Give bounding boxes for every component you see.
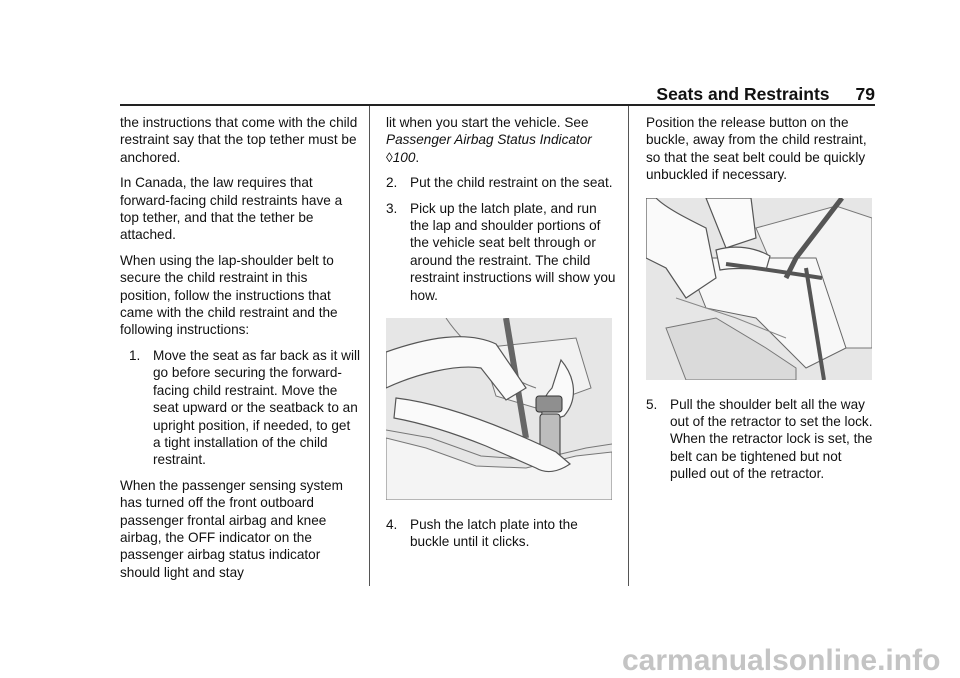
continuation-text: lit when you start the vehicle. See	[386, 115, 589, 130]
step-4-continuation: Position the release button on the buckle, away from the child restraint, so that the seat belt could be quickly unbuckled if necessary.	[646, 115, 867, 183]
step-4	[386, 516, 618, 551]
step-1-note: When the passenger sensing system has turned off the front outboard passenger frontal airbag and knee airbag, the OFF indicator on the passenger airbag status indicator should light and stay	[120, 477, 343, 580]
paragraph-top-tether: the instructions that come with the child restraint say that the top tether must be anchored.	[120, 115, 358, 165]
seat-belt-buckle-illustration	[646, 198, 872, 380]
step-3	[386, 200, 618, 304]
page-number: 79	[855, 83, 875, 104]
step-1-number: 1.	[129, 347, 141, 363]
column-3	[646, 114, 878, 491]
latch-plate-illustration	[386, 318, 612, 500]
watermark-logo	[620, 640, 960, 678]
step-5-text: Pull the shoulder belt all the way out of the retractor to set the lock. When the retractor lock is set, the belt can be tightened but not pulled out of the retractor.	[670, 396, 873, 482]
step-4-number: 4.	[386, 517, 398, 533]
column-1	[120, 114, 360, 589]
step-5	[646, 396, 878, 483]
step-2-text: Put the child restraint on the seat.	[410, 175, 613, 191]
page-reference-icon: ◊	[386, 149, 393, 165]
step-1-continuation	[386, 114, 618, 166]
paragraph-canada-law: In Canada, the law requires that forward-facing child restraints have a top tether, and that the tether be attached.	[120, 175, 343, 243]
step-3-number: 3.	[386, 200, 398, 216]
reference-page[interactable]: 100	[392, 149, 416, 165]
header-rule	[120, 104, 875, 106]
column-divider-1	[369, 106, 370, 586]
section-title: Seats and Restraints	[656, 83, 830, 104]
step-4-text: Push the latch plate into the buckle until it clicks.	[410, 517, 578, 550]
step-1-text: Move the seat as far back as it will go before securing the forward-facing child restraint. Move the seat upward or the seatback to an upright position, if needed, to get a tight installation of the child restraint.	[153, 347, 361, 468]
step-2-number: 2.	[386, 175, 398, 191]
column-divider-2	[628, 106, 629, 586]
step-3-text: Pick up the latch plate, and run the lap and shoulder portions of the vehicle seat belt through or around the restraint. The child restraint instructions will show you how.	[410, 200, 616, 303]
reference-period: .	[415, 149, 420, 165]
svg-text:carmanualsonline.info: carmanualsonline.info	[622, 644, 941, 677]
airbag-indicator-reference[interactable]: Passenger Airbag Status Indicator	[386, 132, 592, 148]
step-1	[129, 347, 360, 469]
column-2	[386, 114, 618, 559]
step-5-number: 5.	[646, 396, 658, 412]
paragraph-lap-shoulder: When using the lap-shoulder belt to secure the child restraint in this position, follow the instructions that came with the child restraint and the following instructions:	[120, 252, 338, 338]
step-2	[386, 174, 618, 191]
